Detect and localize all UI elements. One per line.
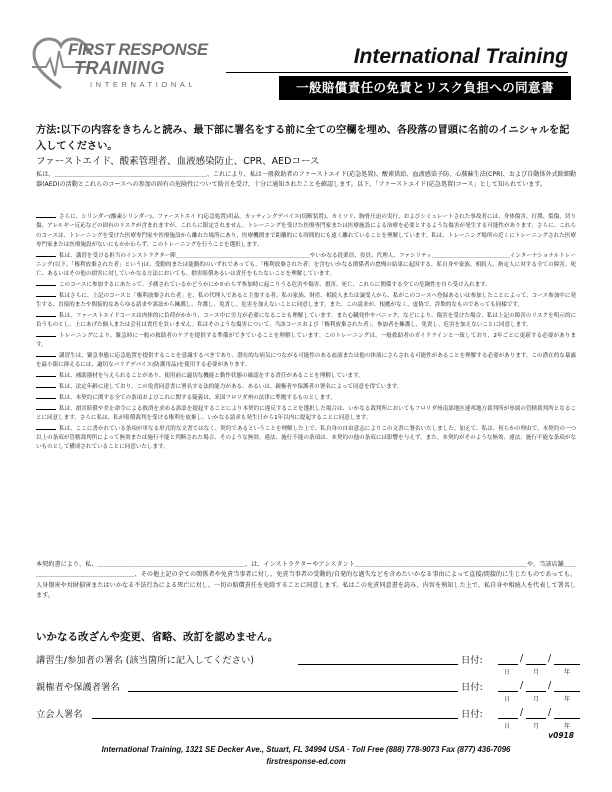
document-title: International Training <box>353 45 568 68</box>
initials-field[interactable] <box>36 251 56 257</box>
initials-field[interactable] <box>36 331 56 337</box>
guardian-date-field[interactable]: / / 日 月 年 <box>504 680 571 703</box>
initials-field[interactable] <box>36 371 56 377</box>
signature-row-participant <box>36 652 581 682</box>
signature-label: 親権者や保護者署名 <box>36 682 120 693</box>
document-subtitle-banner: 一般賠償責任の免責とリスク負担への同意書 <box>279 76 571 100</box>
date-label: 日付: <box>461 655 483 666</box>
clause-item: トレーニングにより、緊急時に一般の救助者のケアを提供する準備ができていることを理解しています。このトレーニングは、一般救助者のガイドラインと一致しており、2年ごとに更新する必要があります。 <box>36 332 576 349</box>
clause-item: 講習生は、緊急事態に応急処置を提供することを意識するべきであり、潜在的な病気につながる可能性のある血液または他の体液にさらされる可能性があることを理解する必要があります。この潜在的な暴露を最小限に抑えるには、適切なバリアデバイス(防護用品)を使用する必要があります。 <box>36 353 576 369</box>
clause-item: 私は、ファーストエイドコースは肉体的に負荷がかかり、コース中に労力が必要になることも理解しています。また心臓発作やパニック、などにより、傷害を受けた場合、私は上記の障害のリスクを明示的に負うものとし、上にあげた個人または会社は責任を負いません。私はそのような傷害について、当該コースおよび「権利放棄された者」、参加者を擁護し、免責し、危害を加えないことに同意します。 <box>36 312 576 329</box>
signature-label: 立会人署名 <box>36 709 83 720</box>
course-list: ファーストエイド、酸素管理者、血液感染防止、CPR、AEDコース <box>36 156 320 167</box>
clause-item: 私は、ここに書かれている条項が単なる形式的な文書ではなく、契約であるということを理解した上で、私自身の自由意志によりこの文書に署名いたしました。加えて、私は、何らかの理由で、本契約の一つ以上の条項が管轄裁判所によって無効または施行不能と判断された場合、そのような無効、違法、施行不能の条項は、本契約の他の条項には影響を与えず、また、本契約がそのような無効、違法、施行不能な条項がないものとして構成されていることに同意いたします。 <box>36 425 576 451</box>
initials-field[interactable] <box>36 280 56 286</box>
witness-date-field[interactable]: / / 日 月 年 <box>504 707 571 730</box>
clause-item: このコースに参加するにあたって、予測されているかどうかにかかわらず参加時に起こりうる危害や傷害、損害、死亡、これらに関係する全ての危険性を自ら受け入れます。 <box>36 280 576 290</box>
initials-field[interactable] <box>36 311 56 317</box>
initials-field[interactable] <box>36 212 56 218</box>
header-divider <box>226 72 568 73</box>
initials-field[interactable] <box>36 351 56 357</box>
initials-field[interactable] <box>36 291 56 297</box>
clause-item: 私はさらに、上記のコースと「権利放棄された者」を、私の代理人であると主張する者、私の家族、財産、相続人または譲受人から、私がこのコースへ登録あるいは参加したことによって、コース参加中に発生する、直接的またや間接的なあらゆる請求や訴訟から擁護し、弁護し、免責し、危害を加えないことに同意します。また、この請求が、根拠がなく、虚偽で、詐欺的なものであっても同様です。 <box>36 292 576 309</box>
participant-date-field[interactable]: / / 日 月 年 <box>504 653 571 676</box>
clause-item: さらに、シリンダー(酸素シリンダー)、ファーストエイド(応急処置)用品、カッティングデバイス(切断装置)、カミソリ、胸骨圧迫の実行、およびシミュレートされた事故者には、身体傷害、打撲、裂傷、切り傷、アレルギー反応などの固有のリスクが含まれますが、これらに限定されません。トレーニングを受けた医療専門家または医療施設による治療を必要とするような傷害が発生する可能性があります。さらに、これらのコースは、トレーニングを受けた医療専門家や医療施設から離れた場所にあり、医療機関まで距離的にも時間的にも遠く離れていることを理解しています。私は、トレーニング場所の近くにトレーニングされた医療専門家または医療施設がないにもかかわらず、このトレーニングを行うことを選択します。 <box>36 214 576 248</box>
witness-signature-field[interactable] <box>92 718 458 719</box>
acknowledgement-statement: 私は、＿＿＿＿＿＿＿＿＿＿＿＿＿＿＿＿＿＿＿＿＿＿＿＿＿、これにより、私は一般救助者のファーストエイド(応急処置)、酸素供給、血液感染予防、心肺蘇生法(CPR)、および自動体外式除細動器(AED)の活動とこれらのコースへの参加の固有の危険性について助言を受け、十分に通知されたことを確認します。以下、「ファーストエイド(応急処置)コース」として知られています。 <box>36 171 576 189</box>
company-logo <box>30 34 208 96</box>
footer-website: firstresponse-ed.com <box>266 757 346 766</box>
logo-line1: FIRST RESPONSE <box>68 41 208 59</box>
logo-line3: INTERNATIONAL <box>90 80 197 89</box>
initials-field[interactable] <box>36 393 56 399</box>
instructions: 方法:以下の内容をきちんと読み、最下部に署名をする前に全ての空欄を埋め、各段落の冒頭に名前のイニシャルを記入してください。 <box>36 125 570 152</box>
footer-address: International Training, 1321 SE Decker Ave., Stuart, FL 34994 USA · Toll Free (888) 778-9073 Fax (877) 436-7096 <box>101 745 511 754</box>
clause-item: 私は、講習を受ける担当のインストラクター陣＿＿＿＿＿＿＿＿＿＿＿＿＿＿＿＿＿＿＿＿＿＿＿＿やいかなる従業員、役員、代理人、ファシリティ＿＿＿＿＿＿＿＿＿＿＿＿＿＿インターナショナルトレーニング(以下、「権利放棄された者」という)は、受動的または能動的のいずれであっても、「権利放棄された者」を含むいかなる関係者の怠慢の結果に起因する、私自身や家族、相続人、指定人に対する全ての障害、死亡、あるいはその他の損害に対していかなる方法においても、損害賠償あるいは責任をもたないことを理解しています。 <box>36 252 576 278</box>
signature-row-guardian <box>36 679 581 709</box>
guardian-signature-field[interactable] <box>128 691 458 692</box>
logo-line2: TRAINING <box>74 58 165 78</box>
participant-signature-field[interactable] <box>298 664 458 665</box>
contract-paragraph: 本契約書により、私、＿＿＿＿＿＿＿＿＿＿＿＿＿＿＿＿＿＿＿＿＿＿＿＿、は、インストラクターやアシスタント＿＿＿＿＿＿＿＿＿＿＿＿＿＿＿＿＿＿＿＿＿＿＿＿＿＿＿＿や、当該店舗＿＿＿＿＿＿＿＿＿＿＿＿＿＿＿＿＿＿、その他上記の全ての関係者や免責当事者に対し、免責当事者の受動的/自発的な過失などを含めたいかなる事由によって直接/間接的に生じたものであっても、人身傷害や対財損害またはいかなる不法行為による死亡に対し、一切の賠償責任を免除することに同意します。私はこの免責同意書を読み、内容を熟知した上で、私自身や相続人を代表して署名します。 <box>36 561 576 600</box>
initials-field[interactable] <box>36 404 56 410</box>
initials-field[interactable] <box>36 424 56 430</box>
version-code: v0918 <box>548 731 574 740</box>
no-alteration-notice: いかなる改ざんや変更、省略、改訂を認めません。 <box>36 631 279 643</box>
date-label: 日付: <box>461 709 483 720</box>
waiver-clauses <box>36 212 576 453</box>
clause-item: 私は、損害賠償や差止命令による救済を求める訴訟を提起することにより本契約に違反することを選択した場合は、いかなる裁判所においてもフロリダ州南部地区連邦地方裁判所が専属の管轄裁判所となることに同意します。さらに私は、私が賠償裁判を受ける権利を放棄し、いかなる請求も発生日から1年以内に提起することに同意します。 <box>36 405 576 421</box>
date-label: 日付: <box>461 682 483 693</box>
clause-item: 私は、補助器材を与えられることがあり、使用前に適切な機能と動作状態の確認をする責任があることを理解しています。 <box>36 371 576 381</box>
signature-label: 講習生/参加者の署名 (該当箇所に記入してください) <box>36 655 254 666</box>
clause-item: 私は、法定年齢に達しており、この免責同意書に署名する法的能力がある、あるいは、親権者や保護者の署名によって同意を得ています。 <box>36 382 576 392</box>
initials-field[interactable] <box>36 382 56 388</box>
clause-item: 私は、本契約に関する全ての条項およびこれに関する疑義は、米国フロリダ州の法律に準拠するものとします。 <box>36 393 576 403</box>
signature-row-witness <box>36 706 581 736</box>
